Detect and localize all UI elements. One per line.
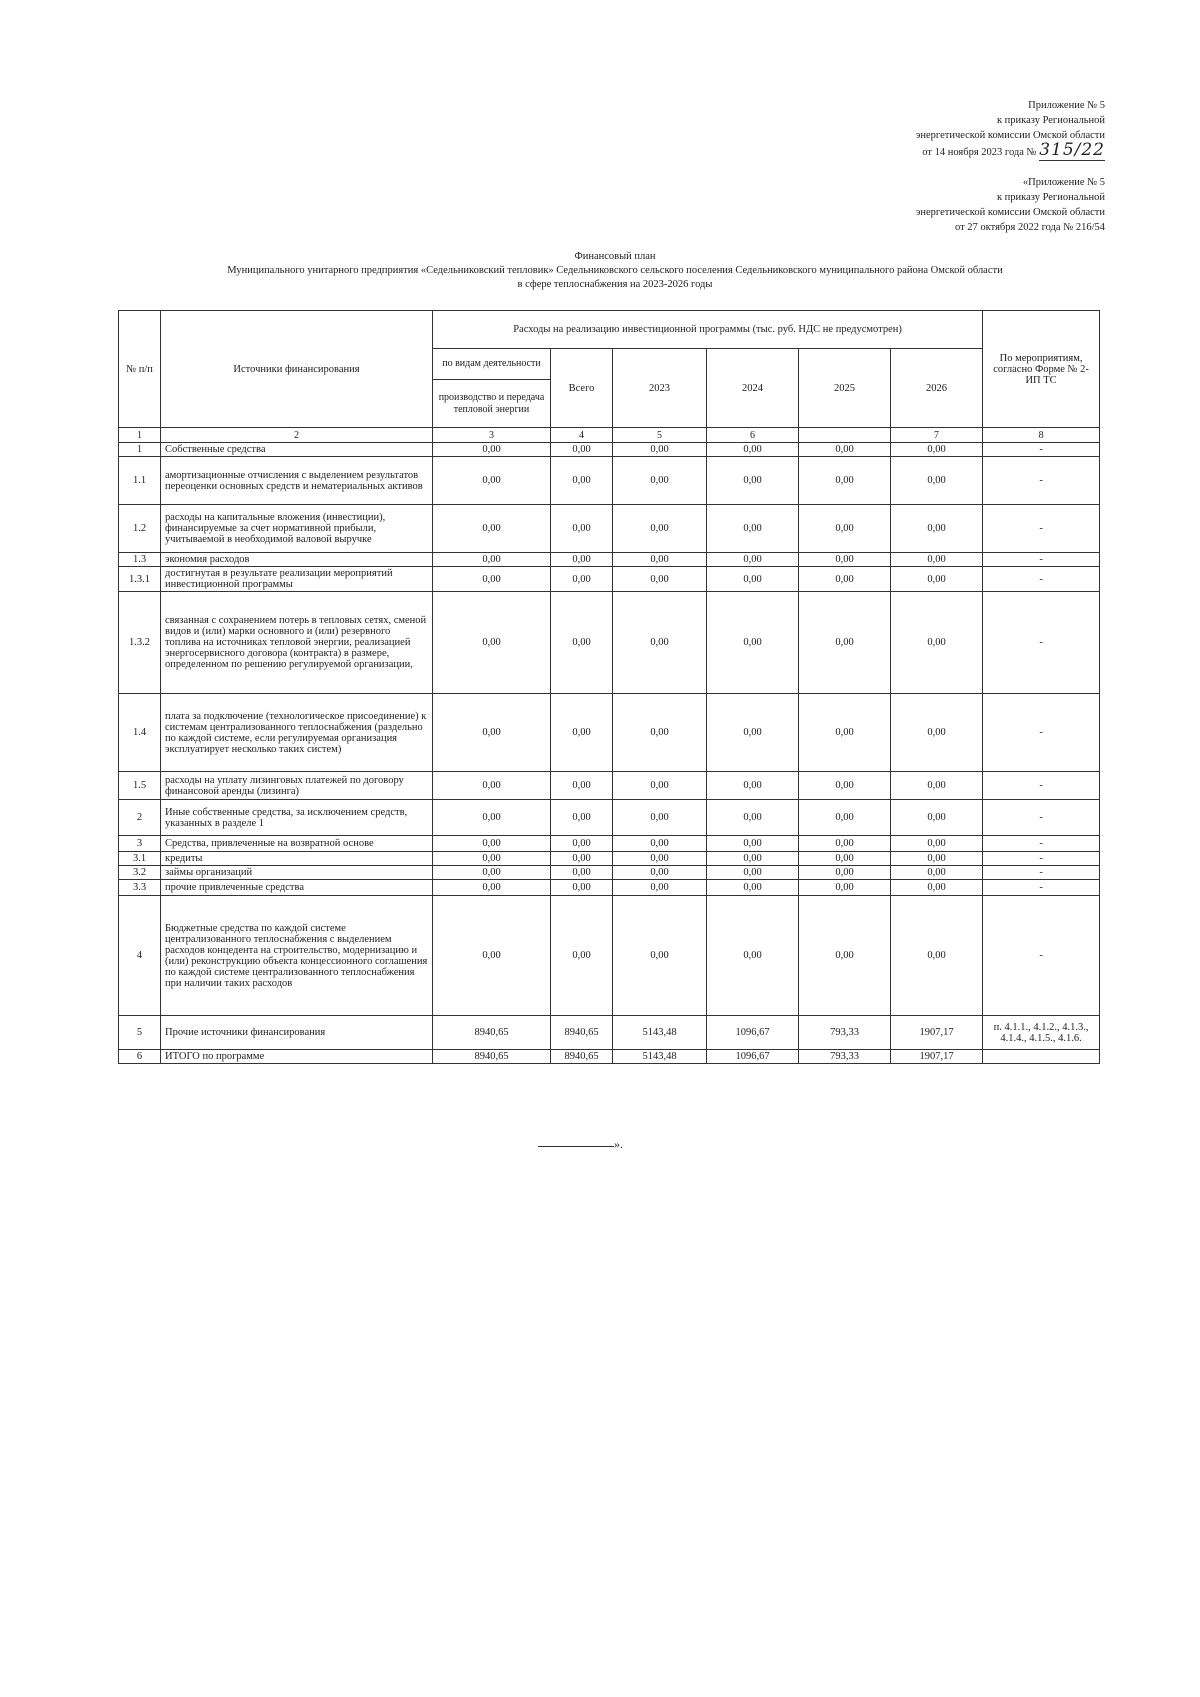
row-events-ref: - xyxy=(983,852,1100,866)
row-value-2023: 0,00 xyxy=(613,443,707,457)
row-value-2024: 0,00 xyxy=(707,553,799,567)
column-number: 7 xyxy=(891,428,983,443)
row-value-2023: 0,00 xyxy=(613,852,707,866)
annex-order: к приказу Региональной xyxy=(996,192,1105,203)
row-number: 1.3.2 xyxy=(119,592,161,694)
row-source-name: расходы на капитальные вложения (инвестиции), финансируемые за счет нормативной прибыли, учитываемой в необходимой валовой выручке xyxy=(161,505,433,553)
annex-header-previous xyxy=(916,175,1105,235)
column-number: 3 xyxy=(433,428,551,443)
title-line-1: Финансовый план xyxy=(574,251,656,262)
row-value-2025: 793,33 xyxy=(799,1016,891,1050)
row-value-activity: 8940,65 xyxy=(433,1050,551,1064)
column-number: 4 xyxy=(551,428,613,443)
row-value-total: 0,00 xyxy=(551,772,613,800)
column-number: 5 xyxy=(613,428,707,443)
row-value-2025: 0,00 xyxy=(799,896,891,1016)
row-events-ref: - xyxy=(983,896,1100,1016)
row-source-name: кредиты xyxy=(161,852,433,866)
row-value-2023: 0,00 xyxy=(613,567,707,592)
column-number: 1 xyxy=(119,428,161,443)
table-row xyxy=(119,457,1100,505)
row-source-name: расходы на уплату лизинговых платежей по договору финансовой аренды (лизинга) xyxy=(161,772,433,800)
row-events-ref: - xyxy=(983,694,1100,772)
row-value-2023: 0,00 xyxy=(613,800,707,836)
row-value-2025: 0,00 xyxy=(799,852,891,866)
table-head xyxy=(119,311,1100,428)
row-value-2024: 0,00 xyxy=(707,772,799,800)
row-value-activity: 0,00 xyxy=(433,836,551,852)
table-row xyxy=(119,852,1100,866)
annex-title: Приложение № 5 xyxy=(1028,100,1105,111)
col-header-activity-type: производство и передача тепловой энергии xyxy=(433,380,551,428)
row-value-activity: 0,00 xyxy=(433,567,551,592)
row-value-total: 0,00 xyxy=(551,553,613,567)
row-events-ref: - xyxy=(983,505,1100,553)
row-value-2026: 0,00 xyxy=(891,896,983,1016)
table-row xyxy=(119,772,1100,800)
row-value-2026: 0,00 xyxy=(891,567,983,592)
annex-header-current xyxy=(916,98,1105,160)
annex-date-prefix: от 14 ноября 2023 года № xyxy=(922,147,1037,158)
row-number: 5 xyxy=(119,1016,161,1050)
row-number: 3 xyxy=(119,836,161,852)
row-value-total: 0,00 xyxy=(551,592,613,694)
row-value-2024: 1096,67 xyxy=(707,1050,799,1064)
annex-date xyxy=(916,140,1105,160)
row-value-total: 0,00 xyxy=(551,896,613,1016)
col-header-2025: 2025 xyxy=(799,349,891,428)
row-value-total: 0,00 xyxy=(551,866,613,880)
row-source-name: Иные собственные средства, за исключением средств, указанных в разделе 1 xyxy=(161,800,433,836)
col-header-source: Источники финансирования xyxy=(161,311,433,428)
col-header-events: По мероприятиям, согласно Форме № 2-ИП ТС xyxy=(983,311,1100,428)
row-value-activity: 0,00 xyxy=(433,553,551,567)
row-value-total: 0,00 xyxy=(551,505,613,553)
row-value-2024: 0,00 xyxy=(707,505,799,553)
row-number: 1.3.1 xyxy=(119,567,161,592)
annex-order: к приказу Региональной xyxy=(996,115,1105,126)
row-value-2023: 0,00 xyxy=(613,553,707,567)
row-events-ref: - xyxy=(983,553,1100,567)
closing-line xyxy=(538,1146,614,1147)
table-row xyxy=(119,800,1100,836)
row-value-2023: 5143,48 xyxy=(613,1050,707,1064)
annex-commission: энергетической комиссии Омской области xyxy=(915,207,1105,218)
row-value-2024: 0,00 xyxy=(707,896,799,1016)
row-source-name: займы организаций xyxy=(161,866,433,880)
table-row xyxy=(119,896,1100,1016)
row-value-2025: 0,00 xyxy=(799,800,891,836)
row-value-activity: 0,00 xyxy=(433,880,551,896)
col-header-total: Всего xyxy=(551,349,613,428)
table-row xyxy=(119,694,1100,772)
col-header-2026: 2026 xyxy=(891,349,983,428)
row-value-total: 0,00 xyxy=(551,457,613,505)
financial-plan-table xyxy=(118,310,1100,1064)
row-source-name: ИТОГО по программе xyxy=(161,1050,433,1064)
col-header-expenses: Расходы на реализацию инвестиционной программы (тыс. руб. НДС не предусмотрен) xyxy=(433,311,983,349)
table-row xyxy=(119,836,1100,852)
row-value-2026: 0,00 xyxy=(891,443,983,457)
row-source-name: Бюджетные средства по каждой системе централизованного теплоснабжения с выделением расходов концедента на строительство, модернизацию и (или) реконструкцию объекта концессионного соглашения по каждой системе централизованного теплоснабжения при наличии таких расходов xyxy=(161,896,433,1016)
row-events-ref: - xyxy=(983,866,1100,880)
row-events-ref: - xyxy=(983,772,1100,800)
row-number: 4 xyxy=(119,896,161,1016)
row-value-total: 0,00 xyxy=(551,567,613,592)
row-value-activity: 0,00 xyxy=(433,896,551,1016)
row-value-2024: 0,00 xyxy=(707,694,799,772)
row-value-2025: 0,00 xyxy=(799,443,891,457)
row-value-2025: 0,00 xyxy=(799,553,891,567)
row-value-activity: 0,00 xyxy=(433,852,551,866)
row-events-ref: - xyxy=(983,880,1100,896)
row-number: 1 xyxy=(119,443,161,457)
row-value-2026: 0,00 xyxy=(891,553,983,567)
row-value-2026: 0,00 xyxy=(891,836,983,852)
row-value-total: 8940,65 xyxy=(551,1016,613,1050)
row-value-2025: 0,00 xyxy=(799,505,891,553)
row-value-total: 0,00 xyxy=(551,836,613,852)
column-number xyxy=(799,428,891,443)
row-value-activity: 0,00 xyxy=(433,772,551,800)
title-line-3: в сфере теплоснабжения на 2023-2026 годы xyxy=(517,279,713,290)
row-value-2023: 0,00 xyxy=(613,457,707,505)
row-value-2025: 0,00 xyxy=(799,880,891,896)
row-value-2026: 0,00 xyxy=(891,866,983,880)
col-header-2023: 2023 xyxy=(613,349,707,428)
row-value-2025: 0,00 xyxy=(799,694,891,772)
row-source-name: Средства, привлеченные на возвратной основе xyxy=(161,836,433,852)
row-events-ref: - xyxy=(983,836,1100,852)
row-value-activity: 0,00 xyxy=(433,800,551,836)
row-value-2023: 0,00 xyxy=(613,592,707,694)
row-value-2023: 0,00 xyxy=(613,866,707,880)
table-row xyxy=(119,866,1100,880)
row-value-2026: 0,00 xyxy=(891,880,983,896)
annex-date: от 27 октября 2022 года № 216/54 xyxy=(954,222,1105,233)
row-value-2025: 0,00 xyxy=(799,567,891,592)
column-number: 8 xyxy=(983,428,1100,443)
row-source-name: экономия расходов xyxy=(161,553,433,567)
row-value-2026: 0,00 xyxy=(891,800,983,836)
annex-title: «Приложение № 5 xyxy=(1022,177,1105,188)
row-value-total: 0,00 xyxy=(551,694,613,772)
row-value-2024: 0,00 xyxy=(707,457,799,505)
row-number: 3.1 xyxy=(119,852,161,866)
row-number: 1.3 xyxy=(119,553,161,567)
row-events-ref: - xyxy=(983,567,1100,592)
row-source-name: плата за подключение (технологическое присоединение) к системам централизованного теплоснабжения (раздельно по каждой системе, если регулируемая организация эксплуатирует несколько таких систем) xyxy=(161,694,433,772)
closing-mark: ». xyxy=(614,1137,623,1151)
row-number: 1.2 xyxy=(119,505,161,553)
column-number: 2 xyxy=(161,428,433,443)
row-value-2025: 0,00 xyxy=(799,836,891,852)
row-value-activity: 0,00 xyxy=(433,694,551,772)
row-value-2026: 0,00 xyxy=(891,694,983,772)
row-source-name: связанная с сохранением потерь в тепловых сетях, сменой видов и (или) марки основного и (или) резервного топлива на источниках тепловой энергии, реализацией энергосервисного договора (контракта) в размере, определенном по решению регулируемой организации, xyxy=(161,592,433,694)
annex-commission: энергетической комиссии Омской области xyxy=(915,130,1105,141)
column-number: 6 xyxy=(707,428,799,443)
row-value-2023: 0,00 xyxy=(613,896,707,1016)
row-value-2024: 0,00 xyxy=(707,592,799,694)
row-value-2026: 0,00 xyxy=(891,457,983,505)
row-number: 3.3 xyxy=(119,880,161,896)
row-value-activity: 0,00 xyxy=(433,457,551,505)
table-row xyxy=(119,443,1100,457)
row-value-2024: 0,00 xyxy=(707,866,799,880)
row-number: 6 xyxy=(119,1050,161,1064)
row-value-2023: 0,00 xyxy=(613,505,707,553)
row-events-ref: - xyxy=(983,592,1100,694)
row-value-2024: 0,00 xyxy=(707,443,799,457)
col-header-2024: 2024 xyxy=(707,349,799,428)
column-number-row xyxy=(119,428,1100,443)
row-value-2026: 1907,17 xyxy=(891,1050,983,1064)
row-value-2025: 0,00 xyxy=(799,592,891,694)
col-header-num: № п/п xyxy=(119,311,161,428)
row-number: 2 xyxy=(119,800,161,836)
row-value-2026: 0,00 xyxy=(891,505,983,553)
row-value-activity: 8940,65 xyxy=(433,1016,551,1050)
row-value-2026: 1907,17 xyxy=(891,1016,983,1050)
table-row xyxy=(119,567,1100,592)
row-value-2024: 0,00 xyxy=(707,852,799,866)
row-value-2025: 793,33 xyxy=(799,1050,891,1064)
row-value-activity: 0,00 xyxy=(433,505,551,553)
row-number: 1.5 xyxy=(119,772,161,800)
row-value-total: 0,00 xyxy=(551,852,613,866)
row-value-2024: 0,00 xyxy=(707,567,799,592)
row-source-name: Собственные средства xyxy=(161,443,433,457)
row-value-total: 0,00 xyxy=(551,800,613,836)
row-value-2023: 0,00 xyxy=(613,880,707,896)
row-value-2025: 0,00 xyxy=(799,772,891,800)
col-header-by-activity: по видам деятельности xyxy=(433,349,551,380)
row-value-2024: 0,00 xyxy=(707,880,799,896)
table-row xyxy=(119,880,1100,896)
row-value-activity: 0,00 xyxy=(433,866,551,880)
row-value-2024: 0,00 xyxy=(707,800,799,836)
row-source-name: прочие привлеченные средства xyxy=(161,880,433,896)
row-events-ref: - xyxy=(983,443,1100,457)
row-value-total: 0,00 xyxy=(551,880,613,896)
handwritten-order-number: 315/22 xyxy=(1039,140,1105,160)
row-value-total: 0,00 xyxy=(551,443,613,457)
table-row xyxy=(119,553,1100,567)
row-value-2026: 0,00 xyxy=(891,852,983,866)
row-number: 1.4 xyxy=(119,694,161,772)
row-value-total: 8940,65 xyxy=(551,1050,613,1064)
row-events-ref xyxy=(983,1050,1100,1064)
row-events-ref: - xyxy=(983,800,1100,836)
row-events-ref: п. 4.1.1., 4.1.2., 4.1.3., 4.1.4., 4.1.5., 4.1.6. xyxy=(983,1016,1100,1050)
row-value-2023: 0,00 xyxy=(613,694,707,772)
row-number: 3.2 xyxy=(119,866,161,880)
row-value-2024: 1096,67 xyxy=(707,1016,799,1050)
table-row xyxy=(119,1016,1100,1050)
row-value-2025: 0,00 xyxy=(799,457,891,505)
row-value-2026: 0,00 xyxy=(891,772,983,800)
row-value-2026: 0,00 xyxy=(891,592,983,694)
row-value-activity: 0,00 xyxy=(433,443,551,457)
title-line-2: Муниципального унитарного предприятия «Седельниковский тепловик» Седельниковского сельского поселения Седельниковского муниципального района Омской области xyxy=(227,265,1003,276)
row-source-name: достигнутая в результате реализации мероприятий инвестиционной программы xyxy=(161,567,433,592)
row-source-name: Прочие источники финансирования xyxy=(161,1016,433,1050)
row-source-name: амортизационные отчисления с выделением результатов переоценки основных средств и нематериальных активов xyxy=(161,457,433,505)
table-row xyxy=(119,592,1100,694)
row-value-2024: 0,00 xyxy=(707,836,799,852)
document-title xyxy=(150,250,1080,292)
row-number: 1.1 xyxy=(119,457,161,505)
row-value-activity: 0,00 xyxy=(433,592,551,694)
row-value-2023: 0,00 xyxy=(613,772,707,800)
table-row xyxy=(119,1050,1100,1064)
row-events-ref: - xyxy=(983,457,1100,505)
row-value-2023: 0,00 xyxy=(613,836,707,852)
row-value-2023: 5143,48 xyxy=(613,1016,707,1050)
row-value-2025: 0,00 xyxy=(799,866,891,880)
table-row xyxy=(119,505,1100,553)
table-body xyxy=(119,428,1100,1064)
